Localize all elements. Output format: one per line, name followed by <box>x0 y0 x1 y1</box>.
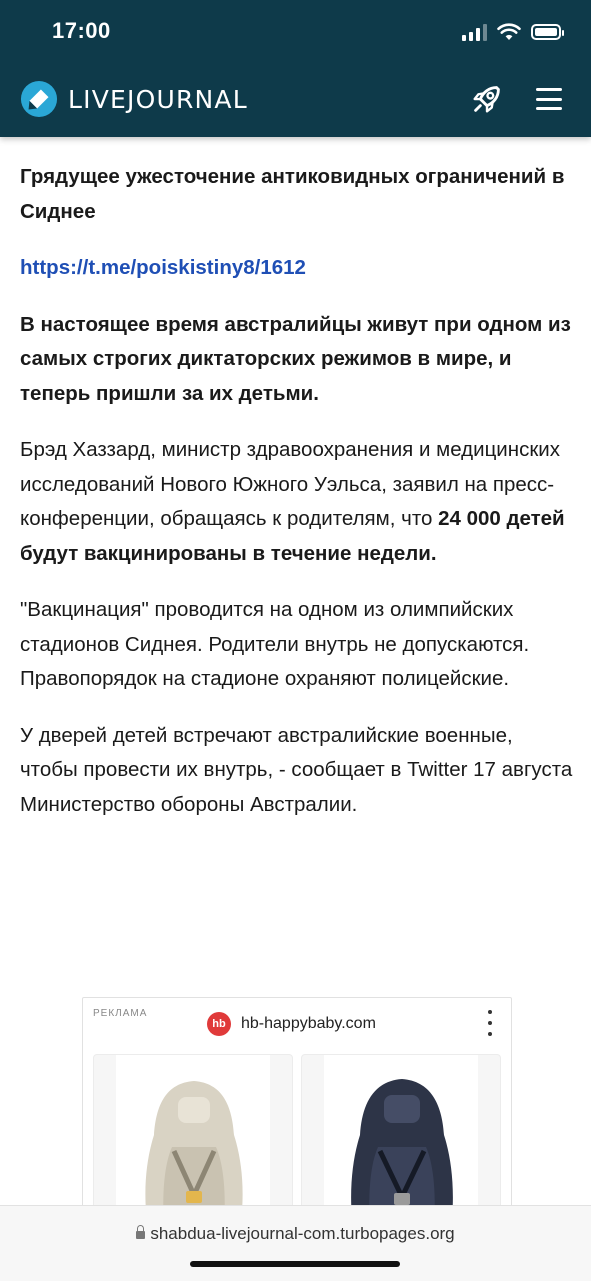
cellular-signal-icon <box>462 23 487 41</box>
article-title: Грядущее ужесточение антиковидных ограничений в Сиднее <box>20 165 565 223</box>
wifi-icon <box>497 23 521 41</box>
home-indicator[interactable] <box>190 1261 400 1267</box>
app-header <box>0 0 591 137</box>
article-body <box>20 160 576 844</box>
ad-brand[interactable] <box>207 1012 376 1036</box>
article-paragraph-3: У дверей детей встречают австралийские военные, чтобы провести их внутрь, - сообщает в Twitter 17 августа Министерство обороны Австралии. <box>20 723 573 816</box>
rocket-icon[interactable] <box>468 80 506 118</box>
ad-brand-name: hb-happybaby.com <box>241 1015 376 1032</box>
brand-name: LIVEJOURNAL <box>68 84 248 114</box>
ad-label: РЕКЛАМА <box>93 1008 148 1019</box>
paragraph-1-text: Брэд Хаззард, министр здравоохранения и медицинских исследований Нового Южного Уэльса, заявил на пресс-конференции, обращаясь к родителям, что <box>20 438 560 530</box>
advertisement-block[interactable] <box>82 997 512 1239</box>
article-lead: В настоящее время австралийцы живут при одном из самых строгих диктаторских режимов в мире, и теперь пришли за их детьми. <box>20 312 571 405</box>
browser-address-bar[interactable] <box>0 1205 591 1281</box>
livejournal-logo[interactable] <box>20 80 248 118</box>
status-time: 17:00 <box>52 18 111 43</box>
article-paragraph-2: "Вакцинация" проводится на одном из олимпийских стадионов Сиднея. Родители внутрь не допускаются. Правопорядок на стадионе охраняют полицейские. <box>20 598 530 690</box>
lock-icon <box>136 1231 145 1239</box>
more-options-icon[interactable] <box>487 1010 493 1036</box>
telegram-link[interactable]: https://t.me/poiskistiny8/1612 <box>20 256 306 279</box>
paragraph-1-bold: 24 000 детей будут вакцинированы в течение недели. <box>20 507 565 565</box>
livejournal-logo-icon <box>20 80 58 118</box>
hamburger-menu-icon[interactable] <box>536 88 562 110</box>
happybaby-logo: hb <box>207 1012 231 1036</box>
status-icons <box>462 20 561 44</box>
address-text: shabdua-livejournal-com.turbopages.org <box>150 1224 455 1243</box>
article-paragraph-1 <box>20 433 576 571</box>
battery-icon <box>531 24 561 40</box>
address-display[interactable] <box>0 1224 591 1244</box>
